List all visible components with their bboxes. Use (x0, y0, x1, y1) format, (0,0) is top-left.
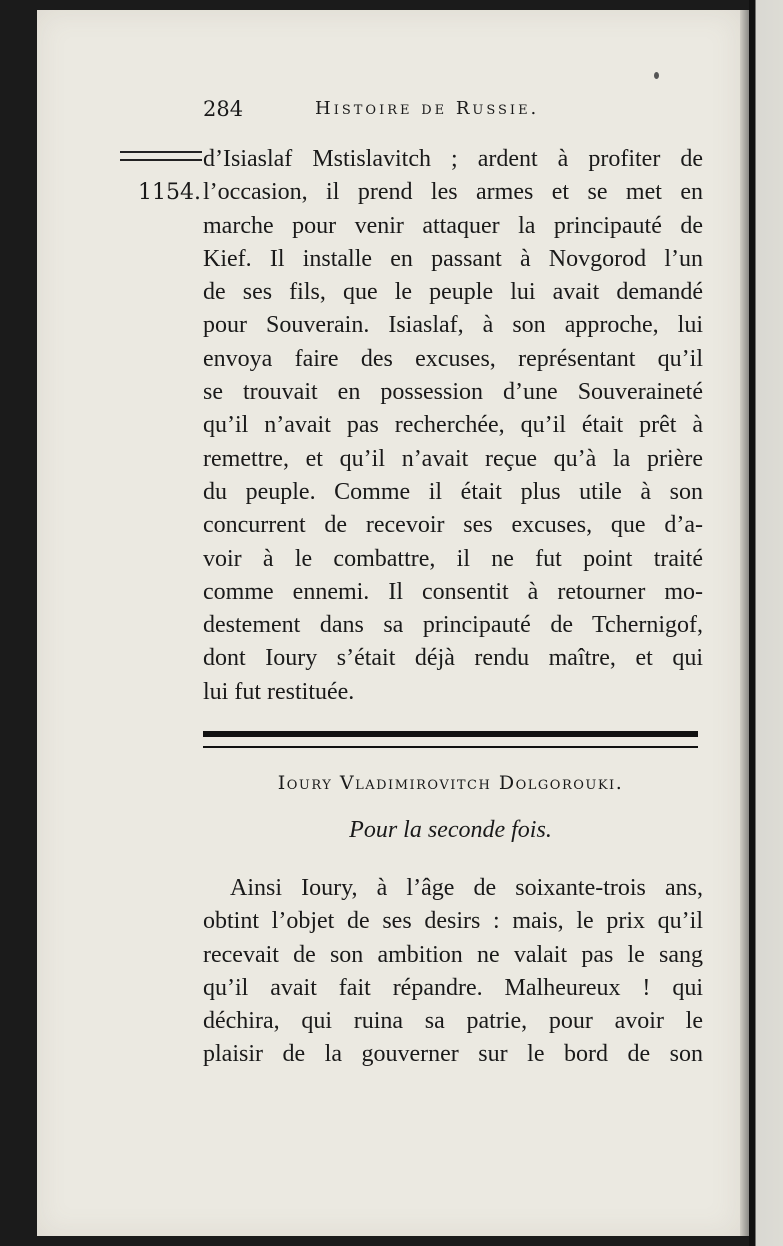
text-line: du peuple. Comme il était plus utile à son (203, 478, 703, 505)
text-line: qu’il n’avait pas recherchée, qu’il était prêt à (203, 412, 703, 439)
margin-year: 1154. (138, 180, 201, 205)
text-line: lui fut restituée. (203, 678, 355, 705)
text-line: de ses fils, que le peuple lui avait demandé (203, 279, 703, 306)
text-line: Ainsi Ioury, à l’âge de soixante-trois ans, (230, 875, 703, 901)
text-line: destement dans sa principauté de Tchernigof, (203, 612, 703, 639)
paragraph-1 (203, 143, 703, 709)
facing-page-edge (749, 0, 783, 1246)
text-line: marche pour venir attaquer la principauté de (203, 212, 703, 239)
text-line: dont Ioury s’était déjà rendu maître, et qui (203, 645, 703, 672)
page-edge-shadow (740, 10, 749, 1236)
text-line: remettre, et qu’il n’avait reçue qu’à la prière (203, 445, 703, 472)
text-line: concurrent de recevoir ses excuses, que d’a- (203, 512, 703, 539)
section-heading: Ioury Vladimirovitch Dolgorouki. (277, 772, 624, 794)
margin-rule (120, 151, 202, 161)
text-line: d’Isiaslaf Mstislavitch ; ardent à profiter de (203, 146, 703, 172)
ink-speck (654, 72, 659, 79)
text-line: plaisir de la gouverner sur le bord de son (203, 1041, 703, 1068)
text-line: obtint l’objet de ses desirs : mais, le prix qu’il (203, 908, 703, 935)
paragraph-2 (203, 872, 703, 1072)
text-line: envoya faire des excuses, représentant qu’il (203, 345, 703, 372)
text-line: recevait de son ambition ne valait pas le sang (203, 941, 703, 968)
text-line: pour Souverain. Isiaslaf, à son approche, lui (203, 312, 703, 339)
text-line: qu’il avait fait répandre. Malheureux ! qui (203, 974, 703, 1001)
text-line: déchira, qui ruina sa patrie, pour avoir le (203, 1008, 703, 1035)
text-line: se trouvait en possession d’une Souveraineté (203, 379, 703, 406)
text-line: Kief. Il installe en passant à Novgorod l’un (203, 245, 703, 272)
text-line: comme ennemi. Il consentit à retourner mo- (203, 578, 703, 605)
running-head (203, 97, 703, 127)
section-subtitle: Pour la seconde fois. (349, 817, 552, 843)
page-number: 284 (203, 97, 244, 121)
text-line: l’occasion, il prend les armes et se met en (203, 179, 703, 206)
section-divider (203, 731, 698, 748)
running-title: Histoire de Russie. (315, 98, 540, 119)
text-line: voir à le combattre, il ne fut point traité (203, 545, 703, 572)
